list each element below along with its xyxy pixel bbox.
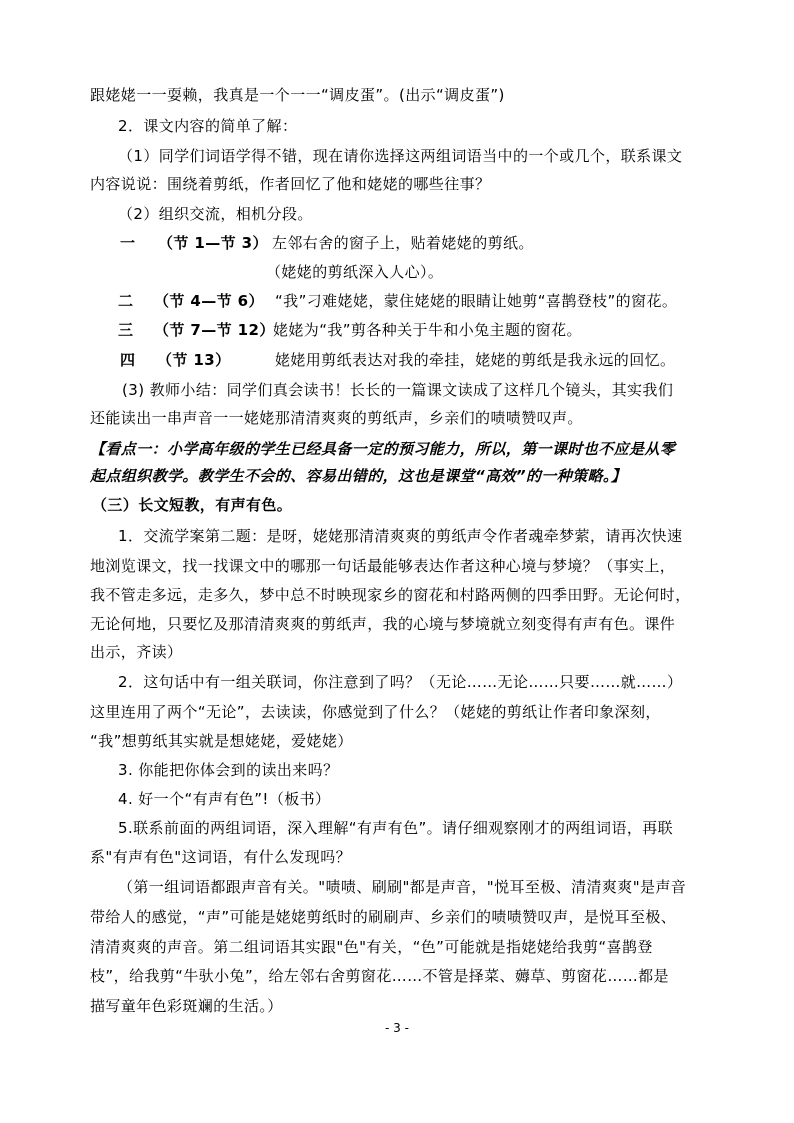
section-number: 四 [120, 351, 136, 369]
section-description: 姥姥为“我”剪各种关于牛和小兔主题的窗花。 [273, 321, 582, 339]
section-number: 二 [118, 292, 134, 310]
section-heading: （三）长文短教，有声有色。 [92, 496, 293, 514]
text-line: （第一组词语都跟声音有关。"啧啧、刷刷"都是声音，"悦耳至极、清清爽爽"是声音 [118, 878, 687, 896]
section-number: 一 [120, 234, 136, 252]
text-line: “我”想剪纸其实就是想姥姥，爱姥姥） [90, 732, 353, 750]
text-line: 3. 你能把你体会到的读出来吗？ [118, 761, 339, 779]
highlight-note: 【看点一：小学高年级的学生已经具备一定的预习能力，所以，第一课时也不应是从零 [90, 440, 676, 458]
text-line: 枝”，给我剪“牛驮小兔”，给左邻右舍剪窗花……不管是择菜、薅草、剪窗花……都是 [90, 967, 669, 985]
section-range: （节 4—节 6） [154, 292, 264, 310]
text-line: 无论何地，只要忆及那清清爽爽的剪纸声，我的心境与梦境就立刻变得有声有色。课件 [90, 615, 676, 633]
text-line: （姥姥的剪纸深入人心）。 [266, 263, 444, 281]
text-line: 这里连用了两个“无论”，去读读，你感觉到了什么？（姥姥的剪纸让作者印象深刻， [90, 703, 661, 721]
text-line: 5.联系前面的两组词语，深入理解“有声有色”。请仔细观察刚才的两组词语，再联 [118, 819, 674, 837]
text-line: 2．这句话中有一组关联词，你注意到了吗？（无论……无论……只要……就……） [118, 673, 683, 691]
section-range: （节 7—节 12） [154, 321, 275, 339]
text-line: (3) 教师小结：同学们真会读书！长长的一篇课文读成了这样几个镜头，其实我们 [122, 381, 674, 399]
page-number: - 3 - [385, 1021, 409, 1035]
section-range: （节 13） [157, 351, 231, 369]
section-description: “我”刁难姥姥，蒙住姥姥的眼睛让她剪“喜鹊登枝”的窗花。 [275, 292, 678, 310]
text-line: 1．交流学案第二题：是呀，姥姥那清清爽爽的剪纸声令作者魂牵梦萦，请再次快速 [118, 527, 683, 545]
text-line: （2）组织交流，相机分段。 [118, 205, 313, 223]
text-line: 还能读出一串声音一一姥姥那清清爽爽的剪纸声，乡亲们的啧啧赞叹声。 [90, 409, 583, 427]
section-range: （节 1—节 3） [158, 234, 268, 252]
text-line: 出示，齐读） [90, 643, 183, 661]
text-line: 内容说说：围绕着剪纸，作者回忆了他和姥姥的哪些往事？ [90, 175, 491, 193]
section-number: 三 [118, 321, 134, 339]
text-line: （1）同学们词语学得不错，现在请你选择这两组词语当中的一个或几个，联系课文 [118, 147, 683, 165]
section-description: 左邻右舍的窗子上，贴着姥姥的剪纸。 [272, 234, 534, 252]
text-line: 描写童年色彩斑斓的生活。） [90, 997, 283, 1015]
text-line: 系"有声有色"这词语，有什么发现吗？ [90, 848, 352, 866]
text-line: 我不管走多远，走多久，梦中总不时映现家乡的窗花和村路两侧的四季田野。无论何时， [90, 586, 691, 604]
text-line: 2．课文内容的简单了解： [118, 117, 298, 135]
section-description: 姥姥用剪纸表达对我的牵挂，姥姥的剪纸是我永远的回忆。 [275, 351, 676, 369]
text-line: 带给人的感觉，“声”可能是姥姥剪纸时的刷刷声、乡亲们的啧啧赞叹声，是悦耳至极、 [90, 908, 677, 926]
text-line: 清清爽爽的声音。第二组词语其实跟"色"有关，“色”可能就是指姥姥给我剪“喜鹊登 [90, 938, 653, 956]
text-line: 跟姥姥一一耍赖，我真是一个一一“调皮蛋”。(出示“调皮蛋”) [90, 86, 505, 104]
highlight-note: 起点组织教学。教学生不会的、容易出错的，这也是课堂“高效”的一种策略。】 [90, 467, 627, 485]
text-line: 4. 好一个“有声有色”!（板书） [118, 790, 331, 808]
text-line: 地浏览课文，找一找课文中的哪那一句话最能够表达作者这种心境与梦境？（事实上， [90, 557, 676, 575]
